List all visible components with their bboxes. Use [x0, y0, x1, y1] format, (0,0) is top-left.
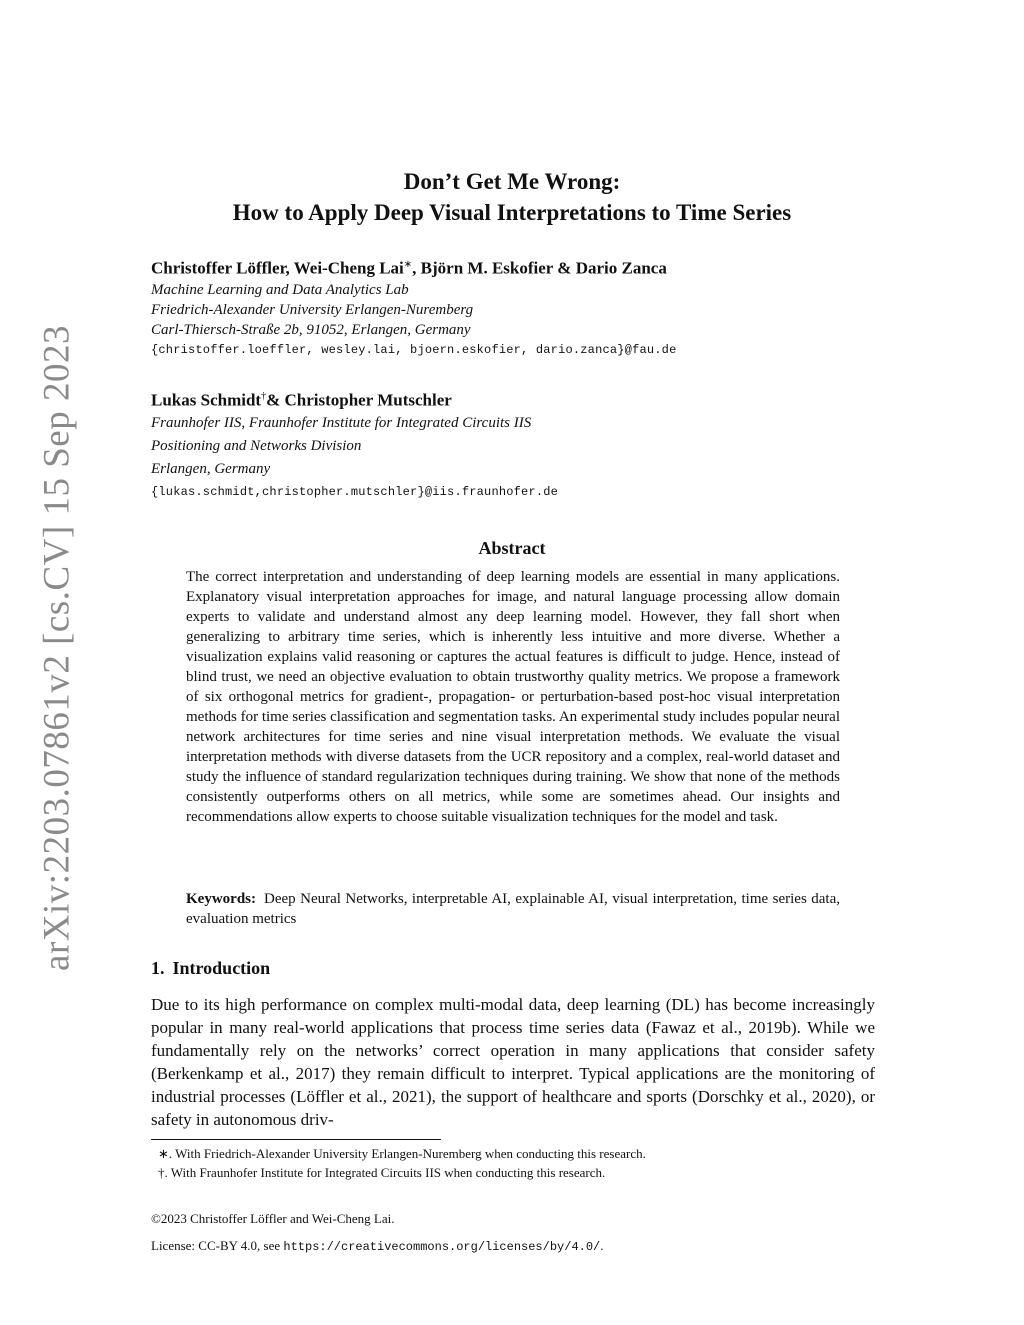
- license-link[interactable]: https://creativecommons.org/licenses/by/4.0/: [283, 1240, 601, 1254]
- copyright-notice: ©2023 Christoffer Löffler and Wei-Cheng Lai.: [151, 1211, 395, 1226]
- abstract-text: The correct interpretation and understanding of deep learning models are essential in many applications. Explanatory visual interpretation approaches for image, and natural language processing allow domain experts to validate and understand almost any deep learning model. However, they fall short when generalizing to arbitrary time series, which is inherently less intuitive and more diverse. Whether a visualization explains valid reasoning or captures the actual features is difficult to judge. Hence, instead of blind trust, we need an objective evaluation to obtain trustworthy quality metrics. We propose a framework of six orthogonal metrics for gradient-, propagation- or perturbation-based post-hoc visual interpretation methods for time series classification and segmentation tasks. An experimental study includes popular neural network architectures for time series and nine visual interpretation methods. We evaluate the visual interpretation methods with diverse datasets from the UCR repository and a complex, real-world dataset and study the influence of standard regularization techniques during training. We show that none of the methods consistently outperforms others on all metrics, while some are sometimes ahead. Our insights and recommendations allow experts to choose suitable visualization techniques for the model and task.: [186, 569, 841, 825]
- license-notice: License: CC-BY 4.0, see https://creativecommons.org/licenses/by/4.0/.: [151, 1238, 604, 1254]
- footnote-divider: [151, 1139, 441, 1140]
- paper-title: [150, 166, 874, 228]
- section-heading-introduction: 1. Introduction: [151, 958, 271, 978]
- author-names-2: Lukas Schmidt†& Christopher Mutschler: [151, 390, 452, 410]
- keywords-label: Keywords:: [186, 891, 256, 907]
- author-group-1: [151, 254, 875, 360]
- affiliation-line: Fraunhofer IIS, Fraunhofer Institute for Integrated Circuits IIS: [151, 414, 532, 431]
- footnotes: [158, 1144, 874, 1182]
- abstract-heading: Abstract: [478, 538, 546, 558]
- affiliation-line: Machine Learning and Data Analytics Lab: [151, 281, 409, 298]
- title-line-1: Don’t Get Me Wrong:: [403, 169, 621, 194]
- title-line-2: How to Apply Deep Visual Interpretations to Time Series: [232, 200, 792, 225]
- arxiv-side-stamp: arXiv:2203.07861v2 [cs.CV] 15 Sep 2023: [36, 325, 78, 971]
- keywords-text: Deep Neural Networks, interpretable AI, explainable AI, visual interpretation, time series data, evaluation metrics: [186, 891, 840, 927]
- author-email-2: {lukas.schmidt,christopher.mutschler}@iis.fraunhofer.de: [151, 484, 559, 499]
- author-group-2: [151, 386, 875, 504]
- introduction-text: Due to its high performance on complex multi-modal data, deep learning (DL) has become increasingly popular in many real-world applications that process time series data (Fawaz et al., 2019b). While we fundamentally rely on the networks’ correct operation in many applications that consider safety (Berkenkamp et al., 2017) they remain difficult to interpret. Typical applications are the monitoring of industrial processes (Löffler et al., 2021), the support of healthcare and sports (Dorschky et al., 2020), or safety in autonomous driv-: [151, 995, 875, 1129]
- affiliation-line: Friedrich-Alexander University Erlangen-Nuremberg: [151, 301, 474, 318]
- affiliation-line: Carl-Thiersch-Straße 2b, 91052, Erlangen, Germany: [151, 321, 471, 338]
- author-email-1: {christoffer.loeffler, wesley.lai, bjoern.eskofier, dario.zanca}@fau.de: [151, 342, 677, 357]
- affiliation-line: Positioning and Networks Division: [151, 437, 362, 454]
- footnote: †. With Fraunhofer Institute for Integrated Circuits IIS when conducting this research.: [158, 1165, 606, 1180]
- keywords: [186, 889, 840, 929]
- affiliation-line: Erlangen, Germany: [151, 460, 271, 477]
- author-names-1: Christoffer Löffler, Wei-Cheng Lai∗, Björn M. Eskofier & Dario Zanca: [151, 258, 667, 278]
- footnote: ∗. With Friedrich-Alexander University Erlangen-Nuremberg when conducting this research.: [158, 1146, 646, 1161]
